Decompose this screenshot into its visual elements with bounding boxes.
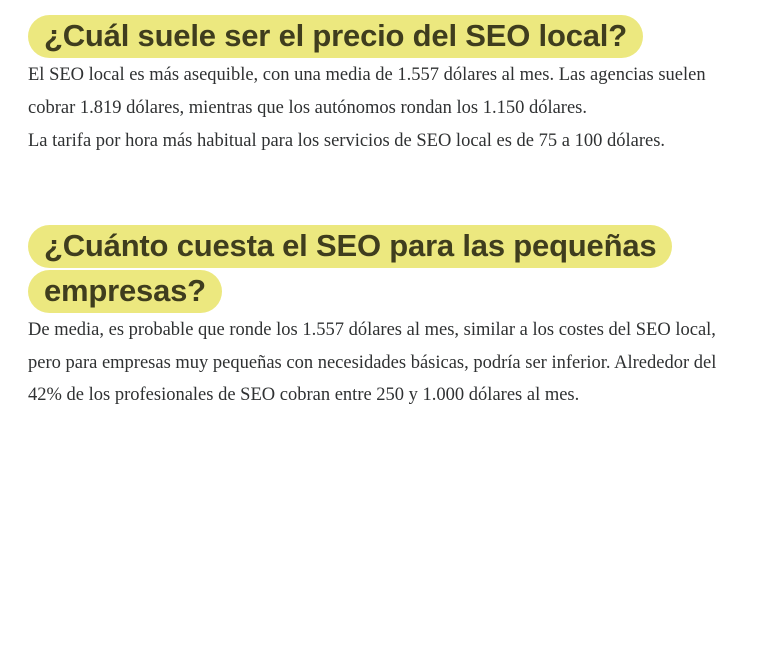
paragraph-small-business-average: De media, es probable que ronde los 1.557 dólares al mes, similar a los costes del SEO local, pero para empresas muy pequeñas con necesidades básicas, podría ser inferior. Alrededor del 42% de los profesionales de SEO cobran entre 250 y 1.000 dólares al mes. — [28, 319, 717, 406]
paragraph-local-seo-hourly: La tarifa por hora más habitual para los servicios de SEO local es de 75 a 100 dólares. — [28, 130, 666, 151]
section-heading-local-seo-price — [28, 0, 756, 59]
heading-highlight: ¿Cuál suele ser el precio del SEO local? — [28, 15, 643, 58]
heading-highlight: ¿Cuánto cuesta el SEO para las pequeñas empresas? — [28, 225, 672, 313]
section-heading-small-business-seo — [28, 214, 756, 314]
paragraph-local-seo-average: El SEO local es más asequible, con una media de 1.557 dólares al mes. Las agencias suelen cobrar 1.819 dólares, mientras que los autónomos rondan los 1.150 dólares. — [28, 64, 706, 118]
